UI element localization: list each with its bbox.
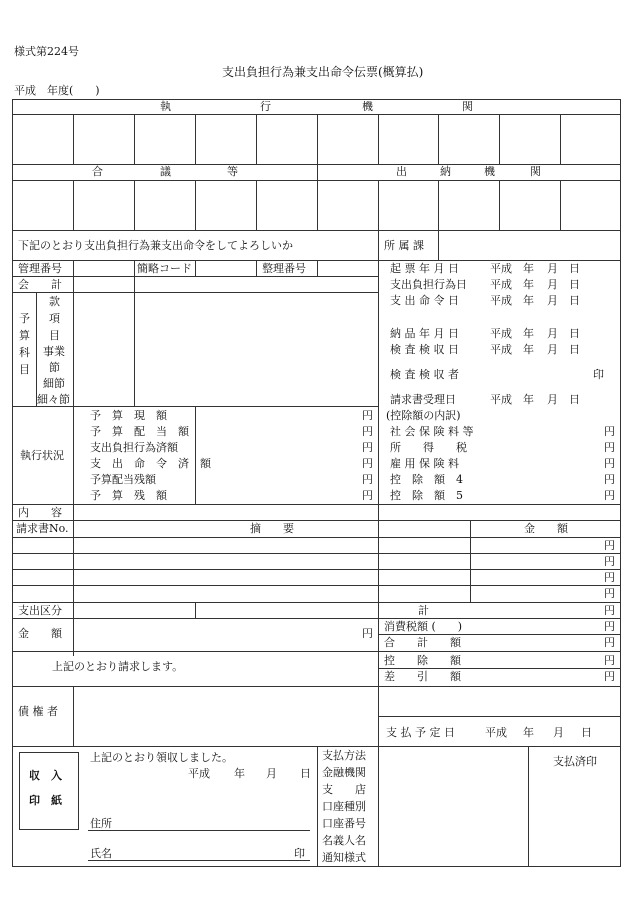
nen-6: 年: [523, 393, 534, 406]
heisei-5: 平成: [490, 343, 512, 356]
yotei-hi: 日: [581, 726, 592, 739]
sub-kou: 項: [49, 312, 60, 325]
yen-s1: 円: [362, 409, 373, 422]
heisei-4: 平成: [490, 327, 512, 340]
ryaku-label: 簡略コード: [137, 262, 192, 275]
date-label-6: 請求書受理日: [390, 393, 456, 406]
pay-label-7: 通知様式: [322, 851, 366, 864]
yen-goukei: 円: [604, 636, 615, 649]
yen-r3: 円: [604, 571, 615, 584]
yen-s5: 円: [362, 473, 373, 486]
kanri-label: 管理番号: [18, 262, 62, 275]
pay-label-1: 支払方法: [322, 749, 366, 762]
exec-char-4: 関: [462, 100, 473, 113]
hi-5: 日: [569, 343, 580, 356]
yen-kei: 円: [604, 604, 615, 617]
naiyou-label: 内 容: [18, 506, 62, 519]
yen-d5: 円: [604, 489, 615, 502]
council-char-3: 等: [227, 165, 238, 178]
yen-shohizei: 円: [604, 620, 615, 633]
kaikei-label: 会 計: [18, 278, 62, 291]
heisei-1: 平成: [490, 262, 512, 275]
heisei-3: 平成: [490, 294, 512, 307]
goukei-label: 合 計 額: [384, 636, 461, 649]
form-title: 支出負担行為兼支出命令伝票(概算払): [222, 65, 424, 79]
nen-1: 年: [523, 262, 534, 275]
yotei-heisei: 平成: [485, 726, 507, 739]
yen-d2: 円: [604, 441, 615, 454]
deduction-3: 雇 用 保 険 料: [390, 457, 459, 470]
form-number: 様式第224号: [14, 45, 79, 58]
sub-jigyo: 事業: [43, 345, 65, 358]
exec-char-2: 行: [260, 100, 271, 113]
date-label-1: 起 票 年 月 日: [390, 262, 459, 275]
saikensha-label: 債 権 者: [18, 705, 58, 718]
date-label-5: 検 査 検 収 日: [390, 343, 459, 356]
date-label-3: 支 出 命 令 日: [390, 294, 459, 307]
exec-char-3: 機: [362, 100, 373, 113]
heisei-6: 平成: [490, 393, 512, 406]
yen-d1: 円: [604, 425, 615, 438]
seiri-label: 整理番号: [262, 262, 306, 275]
tekiyo-label: 摘 要: [250, 522, 294, 535]
tsuki-3: 月: [547, 294, 558, 307]
kingaku-left-label: 金 額: [18, 627, 62, 640]
hi-4: 日: [569, 327, 580, 340]
dept-label: 所 属 課: [384, 239, 424, 252]
council-char-1: 合: [92, 165, 103, 178]
received-hi: 日: [300, 767, 311, 780]
yen-kingaku-left: 円: [362, 627, 373, 640]
status-row-3: 支出負担行為済額: [90, 441, 178, 454]
yotei-label: 支 払 予 定 日: [386, 726, 455, 739]
inspector-label: 検 査 検 収 者: [390, 368, 459, 381]
deduction-4: 控 除 額 4: [390, 473, 463, 486]
status-row-6: 予 算 残 額: [90, 489, 167, 502]
yen-r1: 円: [604, 539, 615, 552]
tsuki-5: 月: [547, 343, 558, 356]
yotei-nen: 年: [523, 726, 534, 739]
address-label: 住所: [90, 817, 112, 830]
name-label: 氏名: [90, 847, 112, 860]
yen-r4: 円: [604, 587, 615, 600]
yen-s6: 円: [362, 489, 373, 502]
stamp-text-2: 印 紙: [29, 794, 62, 807]
tsuki-6: 月: [547, 393, 558, 406]
kingaku-header: 金 額: [524, 522, 568, 535]
name-seal: 印: [294, 847, 305, 860]
treasury-char-4: 関: [530, 165, 541, 178]
hi-2: 日: [569, 278, 580, 291]
date-label-4: 納 品 年 月 日: [390, 327, 459, 340]
sashihiki-label: 差 引 額: [384, 670, 461, 683]
hi-1: 日: [569, 262, 580, 275]
date-label-2: 支出負担行為日: [390, 278, 467, 291]
deduction-1: 社 会 保 険 料 等: [390, 425, 474, 438]
nen-3: 年: [523, 294, 534, 307]
sub-moku: 目: [49, 329, 60, 342]
kei-label: 計: [418, 604, 429, 617]
nen-4: 年: [523, 327, 534, 340]
status-row-5: 予算配当残額: [90, 473, 156, 486]
exec-char-1: 執: [160, 100, 171, 113]
deduction-title: (控除額の内訳): [386, 409, 461, 422]
yosan-char-4: 目: [19, 363, 30, 376]
revenue-stamp-box: [19, 752, 79, 830]
yosan-char-2: 算: [19, 329, 30, 342]
yotei-tsuki: 月: [553, 726, 564, 739]
heisei-2: 平成: [490, 278, 512, 291]
fiscal-year: 平成 年度( ): [14, 84, 100, 97]
seikyu-text: 上記のとおり請求します。: [52, 660, 184, 673]
yen-s4: 円: [362, 457, 373, 470]
yen-s3: 円: [362, 441, 373, 454]
status-row-4: 支 出 命 令 済 額: [90, 457, 211, 470]
sub-kan: 款: [49, 295, 60, 308]
tsuki-4: 月: [547, 327, 558, 340]
status-row-1: 予 算 現 額: [90, 409, 167, 422]
sub-setsu: 節: [49, 361, 60, 374]
deduction-2: 所 得 税: [390, 441, 467, 454]
yen-d3: 円: [604, 457, 615, 470]
yosan-char-3: 科: [19, 346, 30, 359]
sub-saisetsu: 細節: [43, 377, 65, 390]
received-nen: 年: [234, 767, 245, 780]
treasury-char-1: 出: [396, 165, 407, 178]
pay-label-4: 口座種別: [322, 800, 366, 813]
pay-label-2: 金融機関: [322, 766, 366, 779]
sub-saisaisetsu: 細々節: [37, 393, 70, 406]
pay-label-5: 口座番号: [322, 817, 366, 830]
received-text: 上記のとおり領収しました。: [90, 751, 233, 764]
yen-d4: 円: [604, 473, 615, 486]
hi-6: 日: [569, 393, 580, 406]
yen-koujo: 円: [604, 654, 615, 667]
shohizei-label: 消費税額 ( ): [384, 620, 463, 633]
yen-r2: 円: [604, 555, 615, 568]
tsuki-1: 月: [547, 262, 558, 275]
nen-2: 年: [523, 278, 534, 291]
received-tsuki: 月: [266, 767, 277, 780]
stamp-text-1: 収 入: [29, 769, 62, 782]
koujo-label: 控 除 額: [384, 654, 461, 667]
treasury-char-3: 機: [484, 165, 495, 178]
nen-5: 年: [523, 343, 534, 356]
council-char-2: 議: [160, 165, 171, 178]
pay-label-3: 支 店: [322, 783, 366, 796]
status-row-2: 予 算 配 当 額: [90, 425, 189, 438]
paid-stamp-label: 支払済印: [553, 755, 597, 768]
shishutsu-kubun-label: 支出区分: [18, 604, 62, 617]
yosan-char-1: 予: [19, 312, 30, 325]
yen-sashihiki: 円: [604, 670, 615, 683]
received-heisei: 平成: [188, 767, 210, 780]
inspector-seal: 印: [593, 368, 604, 381]
deduction-5: 控 除 額 5: [390, 489, 463, 502]
tsuki-2: 月: [547, 278, 558, 291]
seikyusho-label: 請求書No.: [16, 522, 69, 535]
hi-3: 日: [569, 294, 580, 307]
treasury-char-2: 納: [440, 165, 451, 178]
exec-status-label: 執行状況: [20, 449, 64, 462]
pay-label-6: 名義人名: [322, 834, 366, 847]
request-text: 下記のとおり支出負担行為兼支出命令をしてよろしいか: [18, 239, 293, 252]
yen-s2: 円: [362, 425, 373, 438]
